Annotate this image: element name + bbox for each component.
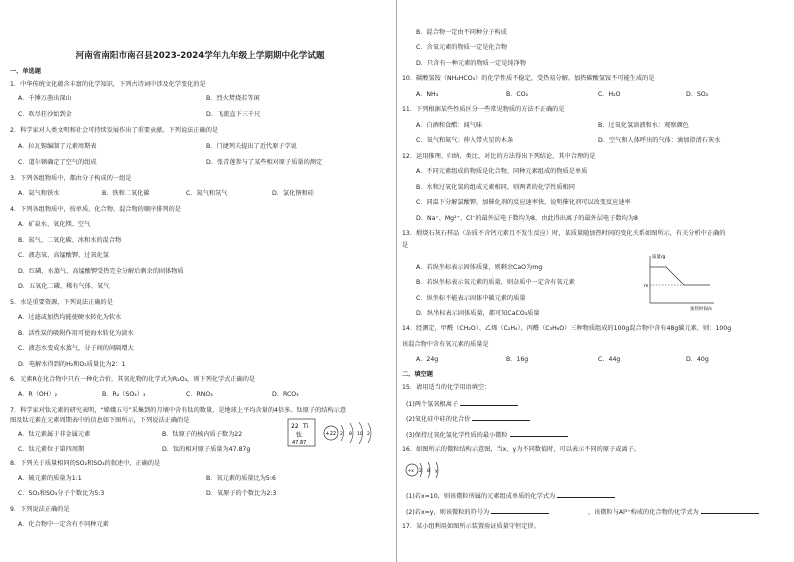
question-line: [18, 476, 82, 482]
line-text: A．NH₃: [416, 91, 439, 98]
question-line: [416, 311, 540, 317]
question-line: [416, 200, 631, 206]
titanium-atom-structure-diagram: [322, 418, 380, 448]
line-text: B．混合物一定由不同种分子构成: [416, 29, 507, 36]
question-line: [206, 144, 297, 150]
question-line: [18, 447, 84, 453]
question-line: [18, 191, 59, 197]
line-text: B．钛原子的核内质子数为22: [162, 431, 243, 438]
question-line: [598, 138, 720, 144]
line-text: D．氧原子的个数比为2:3: [206, 490, 277, 497]
question-line: [416, 265, 542, 271]
line-text: C．RNO₃: [186, 391, 213, 398]
question-line: [206, 112, 260, 118]
question-line: [416, 92, 438, 98]
nucleus-charge: +22: [325, 431, 337, 437]
question-line: [598, 92, 621, 98]
line-text: (1)若x=10，则该微粒所属的元素组成单质的化学式为: [406, 493, 556, 500]
question-line: [102, 191, 150, 197]
graph-y-label: 质量/g: [652, 255, 666, 260]
line-text: 17．某小组利用如图所示装置验证质量守恒定律。: [402, 523, 540, 530]
line-text: B．烈火焚烧若等闲: [206, 95, 260, 102]
question-line: [18, 362, 126, 368]
line-text: A．化合物中一定含有不同种元素: [18, 521, 109, 528]
question-line: [18, 112, 72, 118]
answer-blank[interactable]: [460, 400, 518, 406]
line-text: C．液态水变成水蒸气，分子间的间隔增大: [18, 345, 134, 352]
line-text: D．张青莲参与了某些相对原子质量的测定: [206, 159, 323, 166]
question-line: [10, 507, 70, 513]
question-line: [18, 269, 184, 275]
line-text: A．矿泉水、氧化镁、空气: [18, 221, 91, 228]
answer-blank[interactable]: [491, 508, 549, 514]
question-line: [402, 385, 490, 391]
line-text: D．Na⁺、Mg²⁺、Cl⁻的最外层电子数均为8，由此得出离子的最外层电子数均为8: [416, 215, 638, 222]
line-text: A．硫元素的质量为1:1: [18, 475, 82, 482]
question-line: [10, 300, 113, 306]
question-line: [10, 461, 160, 467]
question-line: [18, 253, 109, 259]
line-text: 一、单选题: [10, 68, 41, 75]
line-text: (2)若x=y，则该微粒的符号为: [406, 509, 490, 516]
shell-electrons-3: 10: [357, 432, 363, 437]
question-line: [18, 160, 97, 166]
line-text: C．氮气和氖气: [186, 190, 228, 197]
answer-blank[interactable]: [557, 492, 615, 498]
line-text: D．只含有一种元素的物质一定是纯净物: [416, 60, 526, 67]
mass-time-graph: [638, 251, 718, 313]
section-heading: [402, 372, 433, 378]
line-text: A．24g: [416, 356, 439, 363]
line-text: 7．科学家对钛元素的研究表明，“嫦娥五号”采集到的月壤中含有钛的数量，是地球上平均含量的4倍多。钛原子的结构示意: [10, 407, 347, 414]
line-text: C．道尔顿确定了空气的组成: [18, 159, 97, 166]
line-text: 10．碳酸氢铵（NH₄HCO₃）的化学性质不稳定，受热易分解。加热碳酸氢铵不可能生成的是: [402, 75, 655, 82]
question-line: [102, 392, 145, 398]
line-text: A．氦气和铁水: [18, 190, 60, 197]
line-text: 3．下列各组物质中，都由分子构成的一组是: [10, 175, 132, 182]
line-text: B．16g: [506, 356, 529, 363]
line-text: 13．煅烧石灰石样品（杂质不含钙元素且不发生反应）时，某质量随加热时间的变化关系如图所示，有关分析中正确的: [402, 230, 726, 237]
line-text: ，该微粒与Al³⁺构成的化合物的化学式为: [588, 509, 699, 516]
question-line: [598, 123, 689, 129]
particle-nucleus: +x: [407, 469, 414, 474]
answer-blank[interactable]: [472, 415, 530, 421]
question-line: [416, 185, 575, 191]
right-column: [402, 0, 782, 562]
line-text: D．钛的相对原子质量为47.87g: [162, 446, 251, 453]
question-line: [402, 524, 540, 530]
question-line: [10, 418, 189, 424]
element-symbol: Ti: [303, 423, 309, 430]
line-text: D．红磷、水蒸气、高锰酸钾受热完全分解后剩余的固体物质: [18, 268, 184, 275]
line-text: 8．下列关于质量相同的SO₂和SO₃的叙述中，正确的是: [10, 460, 161, 467]
question-line: [18, 392, 57, 398]
line-text: B．氮气、二氧化碳、冰和水的混合物: [18, 237, 122, 244]
line-text: D．RCO₃: [272, 391, 299, 398]
line-text: A．若纵坐标表示固体质量，则剩余CaO为mg: [416, 264, 543, 271]
particle-shell-1: 2: [419, 469, 422, 474]
question-line: [402, 447, 640, 453]
line-text: A．千锤万凿出深山: [18, 95, 72, 102]
question-line: [10, 128, 218, 134]
question-line: [10, 408, 346, 414]
question-line: [18, 331, 134, 337]
question-line: [686, 357, 709, 363]
line-text: 二、填空题: [402, 371, 433, 378]
question-line: [588, 508, 759, 516]
page-title: 河南省南阳市南召县2023-2024学年九年级上学期期中化学试题: [75, 51, 325, 61]
shell-electrons-4: 2: [367, 432, 370, 437]
question-line: [416, 30, 507, 36]
question-line: [416, 45, 507, 51]
line-text: B．铁和二氧化碳: [102, 190, 150, 197]
question-line: [402, 76, 655, 82]
question-line: [416, 296, 526, 302]
line-text: B．CO₂: [506, 91, 529, 98]
line-text: 15．请用适当的化学用语填空：: [402, 384, 491, 391]
question-line: [206, 160, 322, 166]
line-text: C．SO₂和SO₃分子个数比为5:3: [18, 490, 105, 497]
line-text: (1)两个氢氧根离子: [406, 401, 459, 408]
question-line: [206, 96, 260, 102]
titanium-element-card: [287, 418, 317, 448]
element-name: 钛: [296, 432, 303, 439]
line-text: 该混合物中含有氧元素的质量是: [402, 341, 489, 348]
line-text: 2．科学家对人类文明和社会可持续发展作出了重要贡献。下列说法正确的是: [10, 127, 219, 134]
line-text: B．若纵坐标表示氧元素的质量，则杂质中一定含有氧元素: [416, 279, 575, 286]
shell-electrons-2: 8: [349, 432, 352, 437]
line-text: C．H₂O: [598, 91, 621, 98]
line-text: 11．下列根据某些性质区分一些常见物质的方法不正确的是: [402, 106, 565, 113]
line-text: 9．下列说法正确的是: [10, 506, 70, 513]
line-text: D．飞流直下三千尺: [206, 111, 261, 118]
line-text: C．液态氧、高锰酸钾、过氧化氢: [18, 252, 109, 259]
question-line: [506, 357, 528, 363]
question-line: [18, 96, 72, 102]
line-text: A．拉瓦锡编制了元素周期表: [18, 143, 97, 150]
question-line: [206, 491, 276, 497]
line-text: B．门捷列夫提出了近代原子学说: [206, 143, 297, 150]
question-line: [506, 92, 528, 98]
line-text: 4．下列各组物质中，按单质、化合物、混合物的顺序排列的是: [10, 206, 181, 213]
line-text: 5．水是重要资源，下列说法正确的是: [10, 299, 113, 306]
section-heading: [10, 69, 41, 75]
line-text: C．同温下分解氯酸钾，加催化剂的反应速率快，说明催化剂可以改变反应速率: [416, 199, 631, 206]
line-text: C．含氧元素的物质一定是化合物: [416, 44, 507, 51]
question-line: [416, 61, 526, 67]
line-text: 是: [402, 242, 409, 249]
line-text: C．氧气和氮气：伸入带火星的木条: [416, 137, 514, 144]
line-text: B．水和过氧化氢的组成元素相同，则两者的化学性质相同: [416, 184, 575, 191]
element-mass: 47.87: [292, 440, 307, 446]
line-text: D．五氧化二磷、稀有气体、氧气: [18, 283, 110, 290]
column-divider: [396, 0, 397, 562]
line-text: D．电解水得到的H₂和O₂质量比为2：1: [18, 361, 126, 368]
line-text: 16．如图所示的微粒结构示意图，当x、y为不同数值时，可以表示不同的原子或离子。: [402, 446, 640, 453]
line-text: D．纵坐标表示固体质量，都可知CaCO₃质量: [416, 310, 540, 317]
graph-x-label: 加热时间/s: [690, 307, 712, 312]
question-line: [206, 476, 276, 482]
question-line: [406, 492, 615, 500]
question-line: [406, 431, 568, 439]
line-text: B．过氧化氢溶液和水：观察颜色: [598, 122, 689, 129]
question-line: [402, 342, 489, 348]
question-line: [18, 222, 90, 228]
question-line: [18, 315, 121, 321]
question-line: [10, 207, 181, 213]
particle-shell-3: y: [435, 469, 438, 474]
question-line: [402, 326, 731, 332]
line-text: A．钛元素属于非金属元素: [18, 431, 91, 438]
question-line: [402, 243, 408, 249]
question-line: [162, 447, 250, 453]
question-line: [18, 284, 109, 290]
question-line: [406, 400, 518, 408]
question-line: [416, 280, 575, 286]
answer-blank[interactable]: [510, 431, 568, 437]
line-text: 12．运用推理、归纳、类比、对比的方法得出下列结论，其中合理的是: [402, 153, 596, 160]
question-line: [18, 238, 121, 244]
line-text: A．不同元素组成的物质是化合物，同种元素组成的物质是单质: [416, 168, 588, 175]
line-text: B．活性炭的吸附作用可使海水转化为淡水: [18, 330, 134, 337]
line-text: (2)氧化硅中硅的化合价: [406, 416, 471, 423]
shell-electrons-1: 2: [340, 432, 343, 437]
line-text: A．R（OH）₂: [18, 391, 58, 398]
left-column: [10, 0, 390, 562]
line-text: A．过滤或加热均能使硬水转化为软水: [18, 314, 122, 321]
question-line: [402, 107, 565, 113]
question-line: [162, 432, 242, 438]
question-line: [10, 82, 206, 88]
question-line: [10, 377, 255, 383]
question-line: [416, 123, 482, 129]
question-line: [402, 154, 596, 160]
question-line: [18, 346, 134, 352]
line-text: 1．中华传统文化蕴含丰富的化学知识，下列古诗词中涉及化学变化的是: [10, 81, 206, 88]
question-line: [406, 508, 549, 516]
line-text: D．氯化钠和硅: [272, 190, 314, 197]
question-line: [272, 392, 299, 398]
line-text: C．钛元素位于第四周期: [18, 446, 85, 453]
question-line: [10, 176, 132, 182]
question-line: [18, 432, 90, 438]
question-line: [18, 144, 96, 150]
element-number: 22: [291, 423, 299, 430]
question-line: [406, 415, 530, 423]
line-text: C．44g: [598, 356, 621, 363]
line-text: D．40g: [686, 356, 709, 363]
question-line: [416, 216, 638, 222]
line-text: C．吹尽狂沙始到金: [18, 111, 72, 118]
line-text: D．SO₂: [686, 91, 709, 98]
answer-blank[interactable]: [701, 508, 759, 514]
question-line: [686, 92, 708, 98]
question-line: [186, 191, 227, 197]
line-text: B．R₂（SO₄）₃: [102, 391, 146, 398]
question-line: [402, 231, 725, 237]
line-text: 14．经测定，甲醛（CH₂O）、乙烯（C₂H₄）、丙醛（C₃H₆O）三种物质组成的100g混合物中含有48g碳元素，则：100g: [402, 325, 732, 332]
question-line: [416, 357, 438, 363]
question-line: [416, 169, 587, 175]
particle-shell-2: 8: [427, 469, 430, 474]
particle-structure-diagram: [404, 459, 444, 481]
line-text: (3)保持过氧化氢化学性质的最小微粒: [406, 432, 508, 439]
graph-m-label: m: [644, 284, 649, 289]
question-line: [416, 138, 513, 144]
question-line: [18, 522, 109, 528]
line-text: B．氧元素的质量比为5:6: [206, 475, 276, 482]
question-line: [272, 191, 314, 197]
line-text: D．空气和人体呼出的气体：滴加澄清石灰水: [598, 137, 721, 144]
line-text: C．纵坐标不能表示固体中碳元素的质量: [416, 295, 526, 302]
question-line: [186, 392, 213, 398]
line-text: A．白酒和食醋：闻气味: [416, 122, 483, 129]
line-text: 图及钛元素在元素周期表中的信息如下图所示，下列说法正确的是: [10, 417, 190, 424]
question-line: [598, 357, 620, 363]
question-line: [18, 491, 104, 497]
line-text: 6．元素R在化合物中只有一种化合价，其氧化物的化学式为R₂O₃，则下列化学式正确的是: [10, 376, 256, 383]
